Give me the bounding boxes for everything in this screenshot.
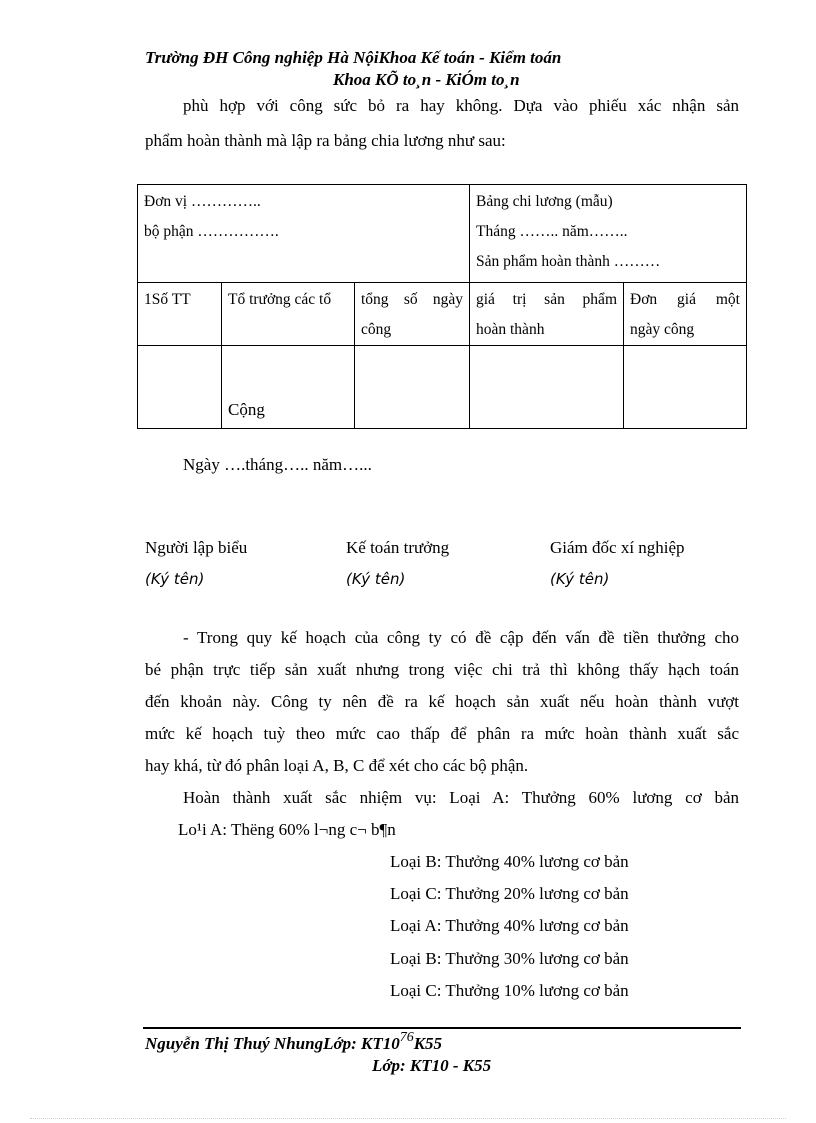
column-label: giá trị sản phẩm (476, 291, 617, 308)
column-label-continued: ngày công (630, 321, 695, 338)
footer-author-text: Nguyễn Thị Thuý NhungLớp: KT10 (145, 1034, 400, 1053)
column-label: Tổ trưởng các tổ (228, 291, 332, 308)
paragraph-line-3: đến khoản này. Công ty nên đề ra kế hoạch sản xuất nếu hoàn thành vượt (145, 692, 739, 711)
column-label-continued: công (361, 321, 392, 338)
table-total-cell (222, 346, 355, 429)
paragraph-line-2: bé phận trực tiếp sản xuất nhưng trong việc chi trả thì không thấy hạch toán (145, 660, 739, 679)
paragraph-line-4: mức kế hoạch tuỳ theo mức cao thấp để phân ra mức hoàn thành xuất sắc (145, 724, 739, 743)
signature-role-chief-accountant: Kế toán trưởng (346, 538, 450, 557)
bonus-garbled-line: Lo¹i A: Thëng 60% l¬ng c¬ b¶n (178, 820, 396, 839)
table-header-row (138, 185, 747, 283)
signature-note-preparer: (Ký tên) (145, 570, 205, 588)
table-total-row (138, 346, 747, 429)
wage-table (137, 184, 747, 429)
bonus-item: Loại B: Thưởng 40% lương cơ bản (390, 852, 629, 871)
paragraph-line-1: - Trong quy kế hoạch của công ty có đề cập đến vấn đề tiền thưởng cho (183, 628, 739, 647)
footer-rule (143, 1027, 741, 1029)
table-cell (138, 346, 222, 429)
column-label-continued: hoàn thành (476, 321, 545, 338)
table-title-cell (470, 185, 747, 283)
column-header (355, 283, 470, 346)
column-label: 1Số TT (144, 291, 191, 308)
signature-role-preparer: Người lập biểu (145, 538, 248, 557)
table-product: Sản phẩm hoàn thành ……… (476, 253, 661, 270)
footer-suffix: K55 (413, 1034, 443, 1053)
column-header (222, 283, 355, 346)
header-school-department: Trường ĐH Công nghiệp Hà NộiKhoa Kế toán - Kiểm toán (145, 48, 562, 67)
page-bottom-edge (30, 1118, 786, 1119)
intro-line-1: phù hợp với công sức bỏ ra hay không. Dựa vào phiếu xác nhận sản (183, 96, 739, 115)
table-unit: Đơn vị ………….. (144, 193, 261, 210)
bonus-item: Loại B: Thưởng 30% lương cơ bản (390, 949, 629, 968)
header-department-garbled: Khoa KÕ to¸n - KiÓm to¸n (333, 70, 520, 89)
bonus-item: Loại C: Thưởng 10% lương cơ bản (390, 981, 629, 1000)
page-number: 76 (399, 1030, 414, 1045)
date-line: Ngày ….tháng….. năm…... (183, 455, 372, 474)
table-total-label: Cộng (228, 400, 265, 419)
table-department: bộ phận ……………. (144, 223, 279, 240)
table-cell (624, 346, 747, 429)
table-unit-cell (138, 185, 470, 283)
table-title: Bảng chi lương (mẫu) (476, 193, 613, 210)
column-header (470, 283, 624, 346)
column-header (624, 283, 747, 346)
intro-line-2: phẩm hoàn thành mà lập ra bảng chia lương như sau: (145, 131, 506, 150)
bonus-item: Loại A: Thưởng 40% lương cơ bản (390, 916, 629, 935)
paragraph-line-5: hay khá, từ đó phân loại A, B, C để xét cho các bộ phận. (145, 756, 529, 775)
table-cell (355, 346, 470, 429)
column-label: Đơn giá một (630, 291, 740, 308)
signature-role-director: Giám đốc xí nghiệp (550, 538, 685, 557)
column-header (138, 283, 222, 346)
table-month: Tháng …….. năm…….. (476, 223, 628, 240)
footer-author (145, 1030, 443, 1054)
table-cell (470, 346, 624, 429)
column-label: tổng số ngày (361, 291, 463, 308)
bonus-heading: Hoàn thành xuất sắc nhiệm vụ: Loại A: Thưởng 60% lương cơ bản (183, 788, 739, 807)
table-column-row (138, 283, 747, 346)
signature-note-director: (Ký tên) (550, 570, 610, 588)
signature-note-chief-accountant: (Ký tên) (346, 570, 406, 588)
footer-class: Lớp: KT10 - K55 (372, 1056, 492, 1075)
bonus-item: Loại C: Thưởng 20% lương cơ bản (390, 884, 629, 903)
